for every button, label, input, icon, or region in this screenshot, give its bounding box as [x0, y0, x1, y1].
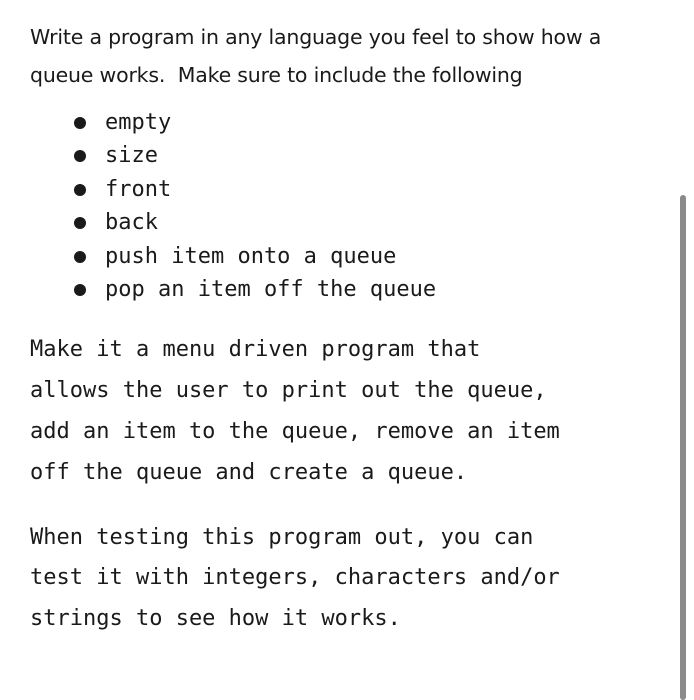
paragraph-line: add an item to the queue, remove an item [30, 419, 560, 445]
menu-paragraph [30, 330, 680, 493]
list-item: front [30, 173, 680, 206]
bullet-icon [74, 150, 86, 162]
bullet-icon [74, 217, 86, 229]
operations-list [30, 106, 680, 306]
bullet-icon [74, 284, 86, 296]
document-body [30, 18, 680, 640]
intro-line-1: Write a program in any language you feel to show how a [30, 25, 602, 49]
paragraph-line: off the queue and create a queue. [30, 459, 468, 485]
paragraph-line: When testing this program out, you can [30, 524, 534, 550]
list-item: push item onto a queue [30, 240, 680, 273]
vertical-scrollbar[interactable] [680, 195, 686, 700]
paragraph-line: test it with integers, characters and/or [30, 565, 560, 591]
paragraph-line: Make it a menu driven program that [30, 337, 481, 363]
list-item: pop an item off the queue [30, 273, 680, 306]
testing-paragraph [30, 518, 680, 640]
bullet-icon [74, 117, 86, 129]
list-item: size [30, 139, 680, 172]
list-item: empty [30, 106, 680, 139]
paragraph-line: strings to see how it works. [30, 606, 401, 632]
intro-text [30, 18, 680, 94]
bullet-icon [74, 184, 86, 196]
bullet-icon [74, 251, 86, 263]
intro-line-2: queue works. Make sure to include the following [30, 63, 523, 87]
list-item: back [30, 206, 680, 239]
paragraph-line: allows the user to print out the queue, [30, 378, 547, 404]
